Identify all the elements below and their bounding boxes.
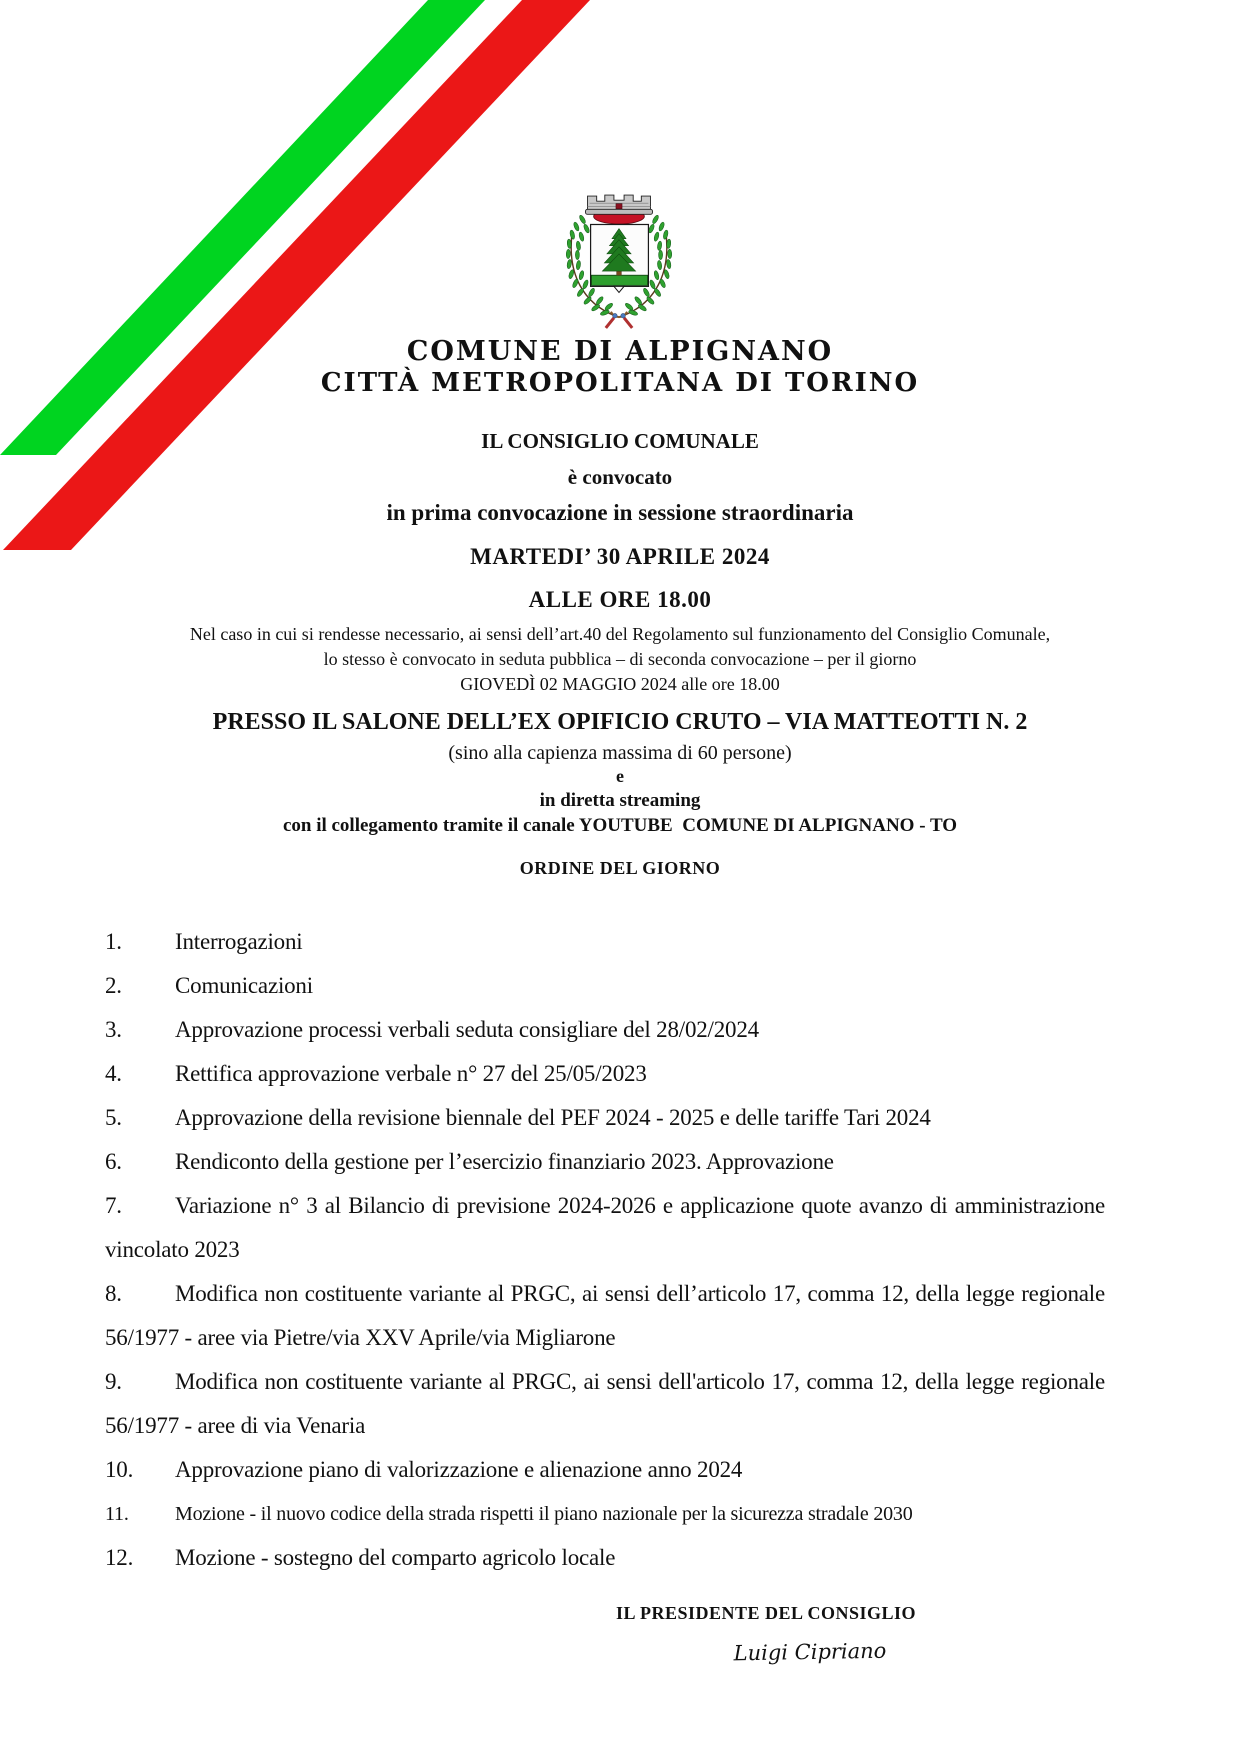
agenda-item-number: 11. [105, 1503, 129, 1525]
agenda-item-number: 4. [105, 1061, 122, 1086]
venue-line: PRESSO IL SALONE DELL’EX OPIFICIO CRUTO – VIA MATTEOTTI N. 2 [212, 709, 1028, 735]
streaming-line: in diretta streaming [539, 790, 701, 811]
note-line-2: lo stesso è convocato in seduta pubblica – di seconda convocazione – per il giorno [323, 649, 917, 669]
agenda-item-text: Interrogazioni [175, 929, 303, 954]
youtube-channel-line: con il collegamento tramite il canale YOUTUBE COMUNE DI ALPIGNANO - TO [282, 815, 958, 836]
agenda-item-text: Mozione - sostegno del comparto agricolo locale [175, 1545, 616, 1570]
and-label: e [616, 766, 624, 786]
agenda-item-7 [105, 1184, 1105, 1272]
agenda-item-1 [105, 920, 1105, 964]
agenda-item-number: 2. [105, 973, 122, 998]
council-title: IL CONSIGLIO COMUNALE [481, 429, 759, 453]
agenda-item-number: 7. [105, 1193, 122, 1218]
agenda-item-number: 8. [105, 1281, 122, 1306]
agenda-item-text: Variazione n° 3 al Bilancio di previsione 2024-2026 e applicazione quote avanzo di amministrazione vincolato 2023 [105, 1193, 1105, 1262]
agenda-item-text: Rettifica approvazione verbale n° 27 del 25/05/2023 [175, 1061, 647, 1086]
agenda-item-number: 10. [105, 1457, 134, 1482]
agenda-item-2 [105, 964, 1105, 1008]
agenda-item-text: Comunicazioni [175, 973, 313, 998]
agenda-item-12 [105, 1536, 1105, 1580]
agenda-item-text: Approvazione processi verbali seduta consigliare del 28/02/2024 [175, 1017, 759, 1042]
second-convocation-note [0, 622, 1240, 697]
session-line: in prima convocazione in sessione straordinaria [386, 500, 854, 525]
agenda-item-8 [105, 1272, 1105, 1360]
session-date: MARTEDI’ 30 APRILE 2024 [470, 544, 770, 569]
agenda-item-6 [105, 1140, 1105, 1184]
agenda-item-10 [105, 1448, 1105, 1492]
agenda-item-text: Modifica non costituente variante al PRGC, ai sensi dell'articolo 17, comma 12, della legge regionale 56/1977 - aree di via Venaria [105, 1369, 1105, 1438]
agenda-item-text: Approvazione piano di valorizzazione e alienazione anno 2024 [175, 1457, 743, 1482]
agenda-item-text: Rendiconto della gestione per l’esercizio finanziario 2023. Approvazione [175, 1149, 834, 1174]
agenda-item-text: Approvazione della revisione biennale del PEF 2024 - 2025 e delle tariffe Tari 2024 [175, 1105, 931, 1130]
agenda-item-text: Mozione - il nuovo codice della strada rispetti il piano nazionale per la sicurezza stradale 2030 [175, 1503, 913, 1525]
president-role-label: IL PRESIDENTE DEL CONSIGLIO [615, 1603, 917, 1623]
agenda-item-3 [105, 1008, 1105, 1052]
agenda-item-number: 5. [105, 1105, 122, 1130]
mural-crown-icon [586, 195, 653, 224]
agenda-list [105, 920, 1105, 1580]
agenda-item-number: 12. [105, 1545, 134, 1570]
president-signature: Luigi Cipriano [733, 1638, 887, 1666]
agenda-item-number: 1. [105, 929, 122, 954]
session-time: ALLE ORE 18.00 [528, 587, 712, 612]
agenda-item-11 [105, 1492, 1105, 1536]
note-line-3: GIOVEDÌ 02 MAGGIO 2024 alle ore 18.00 [460, 674, 780, 694]
agenda-item-number: 9. [105, 1369, 122, 1394]
note-line-1: Nel caso in cui si rendesse necessario, ai sensi dell’art.40 del Regolamento sul funzionamento del Consiglio Comunale, [189, 624, 1051, 644]
capacity-note: (sino alla capienza massima di 60 persone) [448, 742, 792, 764]
coat-of-arms-icon [556, 190, 682, 330]
agenda-item-text: Modifica non costituente variante al PRGC, ai sensi dell’articolo 17, comma 12, della legge regionale 56/1977 - aree via Pietre/via XXV Aprile/via Migliarone [105, 1281, 1105, 1350]
agenda-item-9 [105, 1360, 1105, 1448]
agenda-item-5 [105, 1096, 1105, 1140]
agenda-title: ORDINE DEL GIORNO [519, 858, 721, 878]
municipality-subtitle: CITTÀ METROPOLITANA DI TORINO [320, 368, 920, 398]
agenda-item-4 [105, 1052, 1105, 1096]
agenda-item-number: 6. [105, 1149, 122, 1174]
convened-line: è convocato [567, 465, 673, 489]
agenda-item-number: 3. [105, 1017, 122, 1042]
municipality-name: COMUNE DI ALPIGNANO [406, 336, 834, 367]
shield-icon [591, 224, 649, 292]
